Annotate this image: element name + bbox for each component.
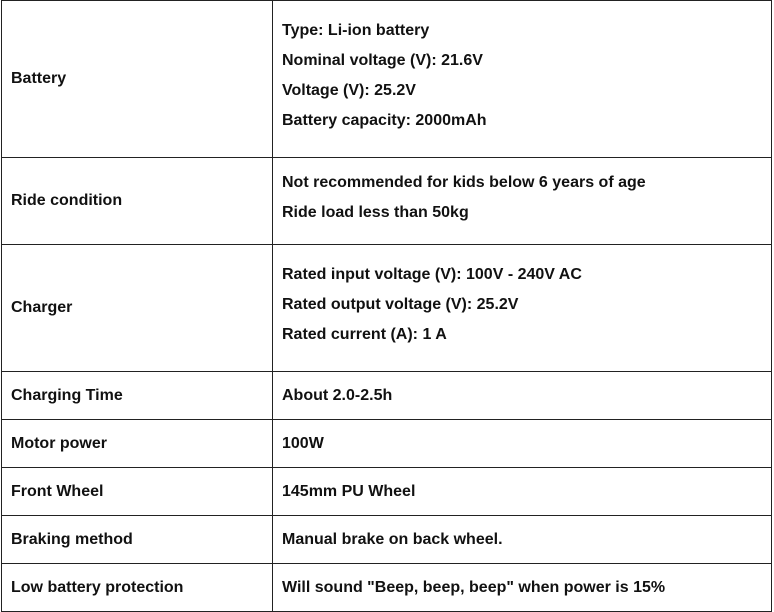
spec-value: 100W: [273, 420, 772, 468]
spec-value: [273, 1, 772, 158]
spec-label: Braking method: [2, 516, 273, 564]
spec-value: [273, 158, 772, 245]
spec-value: [273, 245, 772, 372]
spec-label: Ride condition: [2, 158, 273, 245]
spec-row-braking-method: [2, 516, 772, 564]
spec-label: Battery: [2, 1, 273, 158]
battery-voltage: Voltage (V): 25.2V: [282, 81, 416, 99]
spec-row-front-wheel: [2, 468, 772, 516]
spec-table: [1, 0, 772, 612]
spec-label: Low battery protection: [2, 564, 273, 612]
spec-value: About 2.0-2.5h: [273, 372, 772, 420]
spec-label: Charging Time: [2, 372, 273, 420]
spec-row-ride-condition: [2, 158, 772, 245]
spec-row-charging-time: [2, 372, 772, 420]
charger-input-voltage: Rated input voltage (V): 100V - 240V AC: [282, 265, 582, 283]
spec-label: Motor power: [2, 420, 273, 468]
spec-label: Front Wheel: [2, 468, 273, 516]
ride-age-note: Not recommended for kids below 6 years of age: [282, 173, 646, 191]
charger-rated-current: Rated current (A): 1 A: [282, 325, 447, 343]
charger-output-voltage: Rated output voltage (V): 25.2V: [282, 295, 519, 313]
spec-value: Manual brake on back wheel.: [273, 516, 772, 564]
spec-row-charger: [2, 245, 772, 372]
spec-value: 145mm PU Wheel: [273, 468, 772, 516]
spec-label: Charger: [2, 245, 273, 372]
spec-row-low-battery-protection: [2, 564, 772, 612]
spec-value: Will sound "Beep, beep, beep" when power is 15%: [273, 564, 772, 612]
spec-row-motor-power: [2, 420, 772, 468]
battery-nominal-voltage: Nominal voltage (V): 21.6V: [282, 51, 483, 69]
spec-row-battery: [2, 1, 772, 158]
battery-type: Type: Li-ion battery: [282, 21, 430, 39]
ride-load-note: Ride load less than 50kg: [282, 203, 469, 221]
battery-capacity: Battery capacity: 2000mAh: [282, 111, 487, 129]
